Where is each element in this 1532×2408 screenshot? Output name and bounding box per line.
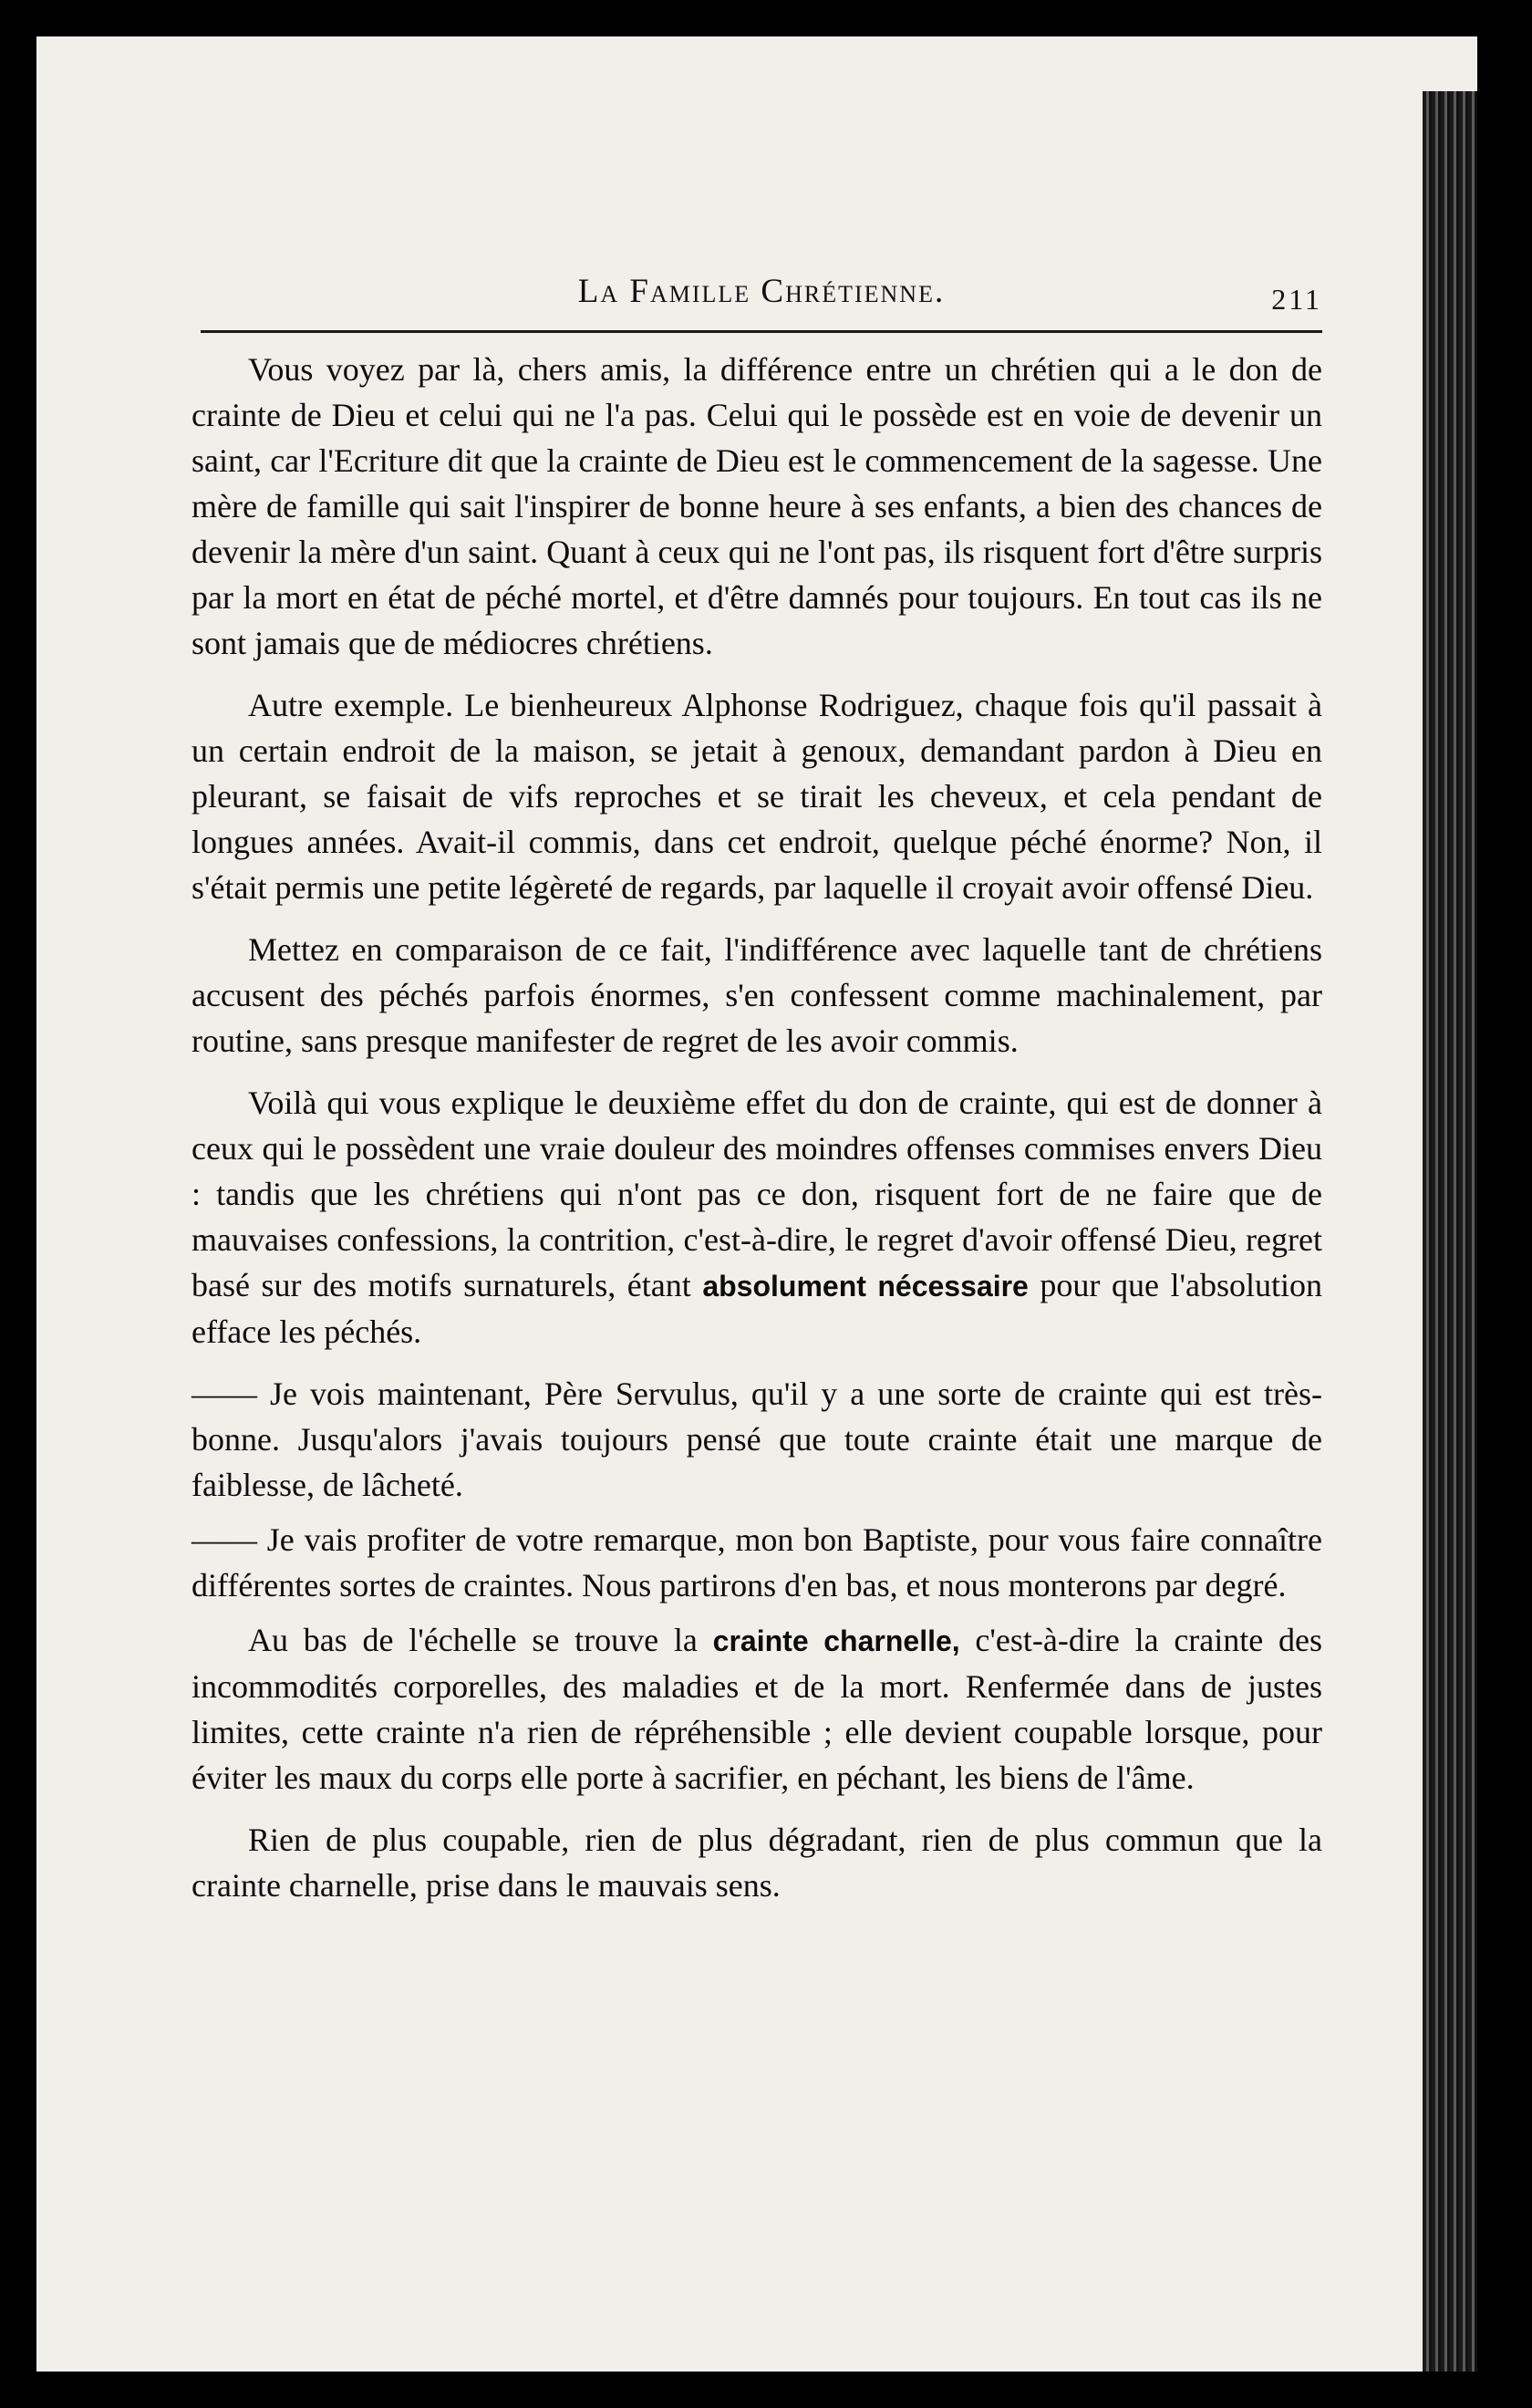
book-page [36,36,1477,2372]
emphasis-text: absolument nécessaire [702,1270,1029,1303]
paragraph: Rien de plus coupable, rien de plus dégradant, rien de plus commun que la crainte charnelle, prise dans le mauvais sens. [192,1822,1322,1904]
body-text [192,347,1322,1925]
page-header [201,272,1322,330]
paragraph-text: pour que l'absolution efface les péchés. [192,1267,1323,1350]
paragraph-text: Au bas de l'échelle se trouve la [248,1622,713,1658]
dialogue-line: —— Je vois maintenant, Père Servulus, qu'il y a une sorte de crainte qui est très-bonne. Jusqu'alors j'avais toujours pensé que toute crainte était une marque de faiblesse, de lâcheté. [192,1375,1322,1503]
emphasis-text: crainte charnelle, [712,1624,960,1657]
paragraph [192,1080,1322,1354]
paragraph-text: c'est-à-dire la crainte des incommodités corporelles, des maladies et de la mort. Renfermée dans de justes limites, cette crainte n'a rien de répréhensible ; elle devient coupable lorsque, pour éviter les maux du corps elle porte à sacrifier, en péchant, les biens de l'âme. [192,1622,1323,1796]
paragraph [192,1617,1322,1801]
paragraph-text: Voilà qui vous explique le deuxième effet du don de crainte, qui est de donner à ceux qui le possèdent une vraie douleur des moindres offenses commises envers Dieu : tandis que les chrétiens qui n'ont pas ce don, risquent fort de ne faire que de mauvaises confessions, la contrition, c'est-à-dire, le regret d'avoir offensé Dieu, regret basé sur des motifs surnaturels, étant [192,1085,1322,1303]
paragraph: Autre exemple. Le bienheureux Alphonse Rodriguez, chaque fois qu'il passait à un certain endroit de la maison, se jetait à genoux, demandant pardon à Dieu en pleurant, se faisait de vifs reproches et se tirait les cheveux, et cela pendant de longues années. Avait-il commis, dans cet endroit, quelque péché énorme? Non, il s'était permis une petite légèreté de regards, par laquelle il croyait avoir offensé Dieu. [192,687,1322,906]
paragraph: Mettez en comparaison de ce fait, l'indifférence avec laquelle tant de chrétiens accusent des péchés parfois énormes, s'en confessent comme machinalement, par routine, sans presque manifester de regret de les avoir commis. [192,931,1322,1059]
running-title: La Famille Chrétienne. [577,273,946,310]
page-number: 211 [1271,283,1322,316]
paragraph: Vous voyez par là, chers amis, la différence entre un chrétien qui a le don de crainte de Dieu et celui qui ne l'a pas. Celui qui le possède est en voie de devenir un saint, car l'Ecriture dit que la crainte de Dieu est le commencement de la sagesse. Une mère de famille qui sait l'inspirer de bonne heure à ses enfants, a bien des chances de devenir la mère d'un saint. Quant à ceux qui ne l'ont pas, ils risquent fort d'être surpris par la mort en état de péché mortel, et d'être damnés pour toujours. En tout cas ils ne sont jamais que de médiocres chrétiens. [192,351,1322,661]
page-edge [1423,91,1477,2372]
header-rule [201,330,1322,333]
dialogue-line: —— Je vais profiter de votre remarque, mon bon Baptiste, pour vous faire connaître différentes sortes de craintes. Nous partirons d'en bas, et nous monterons par degré. [192,1521,1322,1604]
